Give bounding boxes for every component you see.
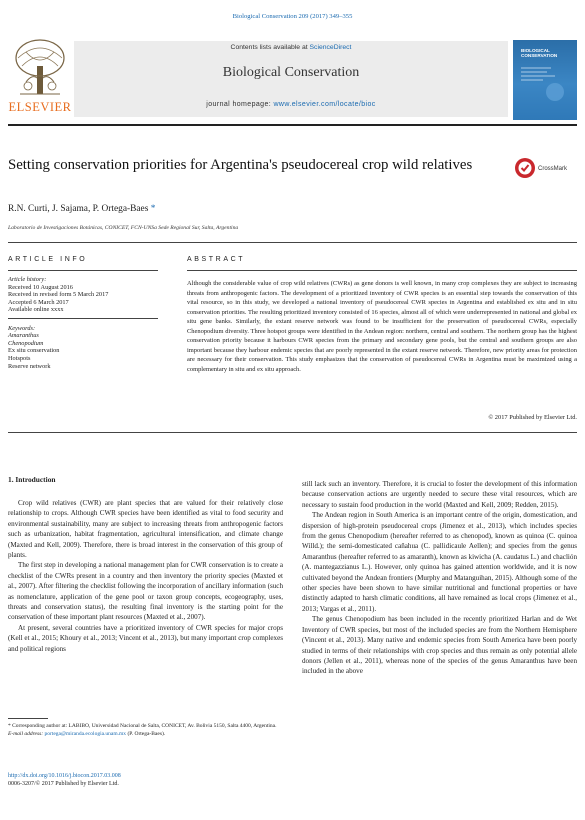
journal-title: Biological Conservation: [222, 65, 360, 80]
abstract-copyright: © 2017 Published by Elsevier Ltd.: [488, 414, 577, 421]
journal-masthead: [8, 38, 577, 120]
contents-availability: [74, 44, 508, 51]
corresponding-author-marker[interactable]: *: [150, 204, 156, 214]
abstract-text: Although the considerable value of crop wild relatives (CWRs) as gene donors is well known, in many crop complexes they are subject to increasing threats from anthropogenic factors. The development of a prioritized inventory of CWR species is an essential step towards the conservation of this vital resource, so in this study, we developed a national inventory of pseudocereal CWR species in Argentina and established ex situ and in situ conservation priorities. The resulting prioritized inventory consisted of 16 species, almost all of which were underrepresented in national and global ex situ gene banks. Similarly, the extant reserve network was found to be insufficient for the preservation of pseudocereal CWRs, especially Chenopodium diversity. Three hotspot groups were identified in the Andean region: northern, central and southern. The northern group has the highest conservation priority because it harbours CWR species from the primary and secondary gene pools, but the central and southern groups are also important because they harbour endemic species that are poorly represented in the extant reserve network. Therefore, new priority areas for protection are necessary for their conservation. This study emphasizes that the conservation of pseudocereal CWRs in Argentina must be maximized using a complementary in situ and ex situ approach.: [187, 280, 577, 373]
meta-top-rule: [8, 242, 577, 243]
body-column-right: [302, 479, 577, 677]
article-info-rule: [8, 270, 158, 271]
footnote: [8, 722, 283, 738]
publisher-logo: [8, 38, 72, 118]
body-paragraph: The first step in developing a national management plan for CWR conservation is to create a checklist of the CWRs present in a country and then inventory the priority species (Maxted et al., 2007). After filtering the checklist following the incorporation of ancillary information (such as nomenclature, application of the gene pool or taxon group concepts, ecogeography, uses, threats and conservation status), the resulting final inventory is the starting point for the conservation of these important plant resources (Maxted et al., 2007).: [8, 561, 283, 622]
history-revised: Received in revised form 5 March 2017: [8, 291, 109, 299]
author-list: [8, 204, 155, 214]
journal-cover-image[interactable]: [513, 40, 577, 120]
affiliation: Laboratorio de Investigaciones Botánicas, CONICET, FCN-UNSa Sede Regional Sur, Salta, Argentina: [8, 225, 239, 231]
corresponding-author-note: [8, 722, 283, 730]
crossmark-badge[interactable]: [514, 156, 574, 178]
keyword-item: Hotspots: [8, 354, 31, 362]
elsevier-tree-icon: [12, 38, 68, 98]
section-heading-introduction: 1. Introduction: [8, 475, 56, 484]
body-paragraph: still lack such an inventory. Therefore, it is crucial to foster the development of this information because conservation actions are urgently needed to secure these vital resources, which are necessary to sustain food production in the world (Maxted and Kell, 2009; Redden, 2015).: [302, 480, 577, 509]
homepage-url-link[interactable]: www.elsevier.com/locate/bioc: [273, 101, 376, 108]
issn-line: 0006-3207/© 2017 Published by Elsevier Ltd.: [8, 781, 119, 787]
corresponding-author-text: Corresponding author at: LABIBO, Universidad Nacional de Salta, CONICET, Av. Bolivia 5150, Salta 4400, Argentina.: [12, 723, 277, 729]
authors-text: R.N. Curti, J. Sajama, P. Ortega-Baes: [8, 204, 149, 214]
body-column-left: [8, 498, 283, 654]
article-info-heading: ARTICLE INFO: [8, 256, 88, 263]
body-paragraph: At present, several countries have a prioritized inventory of CWR species for major crops (Kell et al., 2015; Khoury et al., 2013; Vincent et al., 2013), but many important crop complexes and political regions: [8, 623, 283, 653]
masthead-rule: [8, 124, 577, 126]
cover-decoration: [521, 62, 569, 102]
body-paragraph: The Andean region in South America is an important centre of the origin, domestication, and dispersion of high-protein pseudocereal crops (Jimenez et al., 2013), which includes species from the genus Chenopodium (hereafter referred to as chenopod), known as quinoa (C. quinoa Willd.); the semi-domesticated cañahua (C. pallidicaule Aellen); and species from the genus Amaranthus (hereafter referred to as amaranth), known as kiwicha (A. caudatus L.) and chaclión (A. mantegazzianus L.). However, only quinoa has gained attention worldwide, and it is now cultivated beyond the Andean frontiers (Murphy and Matanguihan, 2015). Although some of the other species have been shown to have similar nutritional and functional properties or have distinctly adapted to harsh climatic conditions, all have remained as local crops (Jimenez et al., 2013; Vargas et al., 2011).: [302, 511, 577, 613]
contents-prefix: Contents lists available at: [230, 44, 310, 51]
article-info-column: [8, 276, 158, 370]
body-paragraph: Crop wild relatives (CWR) are plant species that are valued for their relatively close relationship to crops. Although CWR species have been identified as vital to food security and environmental sustainability, many are subject to increasing threats from anthropogenic factors such as urbanization, habitat fragmentation, agricultural intensification, and climate change (Maxted and Kell, 2009). Therefore, there is broad interest in the conservation of this group of plants.: [8, 499, 283, 560]
keywords-rule: [8, 318, 158, 319]
crossmark-label: CrossMark: [538, 166, 568, 172]
author-email-link[interactable]: portega@miranda.ecologia.unam.mx: [44, 731, 127, 737]
email-label: E-mail address:: [8, 731, 44, 737]
cover-title: BIOLOGICAL CONSERVATION: [521, 48, 558, 59]
elsevier-wordmark: ELSEVIER: [8, 100, 72, 114]
abstract-heading: ABSTRACT: [187, 256, 246, 263]
history-label: Article history:: [8, 276, 47, 283]
email-suffix: (P. Ortega-Baes).: [127, 731, 166, 737]
crossmark-icon: [514, 157, 536, 179]
footnote-rule: [8, 718, 48, 719]
journal-reference-link[interactable]: Biological Conservation 209 (2017) 349–355: [232, 13, 353, 20]
body-paragraph: The genus Chenopodium has been included in the recently prioritized Harlan and de Wet Inventory of CWR species, but most of the included species are from the Northern Hemisphere (Vincent et al., 2013). Many native and endemic species from South America have been poorly studied in terms of their relationships with crop species and thus remain as only potential allele donors (Jellen et al., 2011), whereas none of the species of the genus Amaranthus have been included in the above: [302, 615, 577, 676]
keyword-item: Amaranthus: [8, 332, 39, 340]
history-online: Available online xxxx: [8, 306, 64, 314]
keyword-item: Chenopodium: [8, 339, 44, 347]
history-accepted: Accepted 6 March 2017: [8, 298, 69, 306]
email-note: [8, 730, 283, 738]
keyword-item: Ex situ conservation: [8, 347, 60, 355]
history-received: Received 10 August 2016: [8, 283, 73, 291]
keyword-item: Reserve network: [8, 362, 51, 370]
journal-homepage: [74, 101, 508, 108]
abstract-bottom-rule: [8, 432, 577, 433]
abstract-rule: [187, 270, 577, 271]
keywords-label: Keywords:: [8, 324, 36, 332]
homepage-prefix: journal homepage:: [206, 101, 274, 108]
article-title: Setting conservation priorities for Argentina's pseudocereal crop wild relatives: [8, 157, 473, 173]
footnote-marker: *: [8, 723, 11, 729]
sciencedirect-link[interactable]: ScienceDirect: [309, 44, 352, 51]
doi-link[interactable]: http://dx.doi.org/10.1016/j.biocon.2017.03.008: [8, 773, 121, 779]
